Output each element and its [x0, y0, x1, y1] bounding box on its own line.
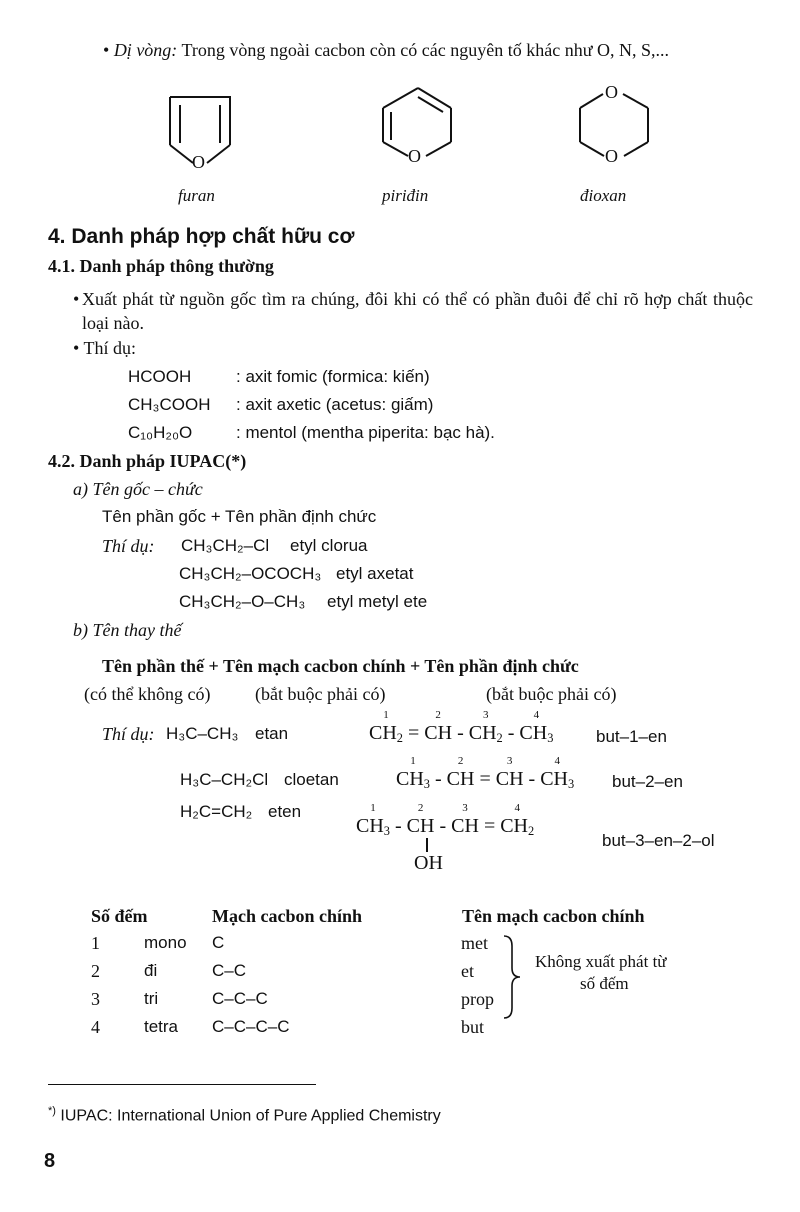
s42a-title: a) Tên gốc – chức: [73, 479, 203, 499]
bullet-dot: •: [73, 289, 80, 309]
carbon-number: 2: [417, 802, 424, 814]
dioxan-oxygen-bottom: O: [605, 146, 618, 166]
row-name: et: [461, 961, 474, 981]
row-prefix: mono: [144, 933, 187, 952]
s42b-left-name-1: etan: [255, 724, 289, 743]
chain-but-1-en: 1 $CH_2$ = 2 CH - 3 $CH_2$ - 4 $CH_3$: [369, 709, 554, 746]
s42a-name-3: etyl metyl ete: [327, 592, 428, 611]
chain-but-2-en: 1 $CH_3$ - 2 CH = 3 CH - 4 $CH_3$: [396, 755, 575, 792]
brace-note-line2: số đếm: [580, 974, 629, 993]
s42a-formula-1: CH₃CH₂–Cl: [181, 536, 270, 555]
carbon-number: 3: [462, 802, 468, 814]
atom-c4: 4 $CH_3$: [540, 755, 575, 792]
bullet-dot: •: [103, 40, 110, 60]
carbon-number: 1: [370, 802, 376, 814]
s41-example-formula-3: C₁₀H₂₀O: [128, 423, 193, 442]
heterocycle-text: Trong vòng ngoài cacbon còn có các nguyên tố khác như O, N, S,...: [181, 40, 669, 60]
section42-title: 4.2. Danh pháp IUPAC(*): [48, 451, 247, 471]
row-number: 4: [91, 1017, 100, 1037]
s42b-left-formula-1: H₃C–CH₃: [166, 724, 239, 743]
row-prefix: tetra: [144, 1017, 179, 1036]
chain-name-2: but–2–en: [612, 772, 683, 791]
furan-oxygen: O: [192, 152, 205, 172]
chain-name-1: but–1–en: [596, 727, 667, 746]
carbon-number: 3: [506, 755, 513, 767]
carbon-number: 4: [554, 755, 560, 767]
s42a-name-1: etyl clorua: [290, 536, 368, 555]
oh-bond: [426, 838, 428, 852]
section41-title: 4.1. Danh pháp thông thường: [48, 256, 274, 276]
atom-c2: 2 CH: [406, 802, 435, 837]
atom-c4: 4 $CH_2$: [500, 802, 535, 839]
section4-title: 4. Danh pháp hợp chất hữu cơ: [48, 225, 355, 248]
s42b-left-formula-2: H₃C–CH₂Cl: [180, 770, 269, 789]
s41-example-desc-1: : axit fomic (formica: kiến): [236, 367, 430, 386]
s42b-rule: Tên phần thế + Tên mạch cacbon chính + Tên phần định chức: [102, 656, 579, 676]
row-number: 1: [91, 933, 100, 953]
footnote-divider: [48, 1084, 316, 1085]
row-chain: C–C–C: [212, 989, 268, 1008]
furan-label: furan: [178, 186, 215, 205]
s42b-left-name-2: cloetan: [284, 770, 339, 789]
piridin-oxygen: O: [408, 146, 421, 166]
dioxan-label: đioxan: [580, 186, 627, 205]
carbon-number: 4: [514, 802, 520, 814]
atom-c2: 2 CH: [424, 709, 453, 744]
brace-note-line1: Không xuất phát từ: [535, 952, 667, 971]
atom-c4: 4 $CH_3$: [519, 709, 554, 746]
chain-but-3-en-2-ol: 1 $CH_3$ - 2 CH - 3 CH = 4 $CH_2$: [356, 802, 535, 839]
s42a-example-label: Thí dụ:: [102, 536, 155, 556]
s41-bullet2: [73, 338, 136, 359]
s42a-formula-2: CH₃CH₂–OCOCH₃: [179, 564, 322, 583]
footnote: [48, 1105, 441, 1125]
s41-example-desc-2: : axit axetic (acetus: giấm): [236, 395, 434, 414]
atom-c3: 3 $CH_2$: [468, 709, 503, 746]
s42b-example-label: Thí dụ:: [102, 724, 155, 744]
row-name: met: [461, 933, 488, 953]
bullet-dot: •: [73, 338, 80, 358]
atom-c1: 1 $CH_2$: [369, 709, 403, 746]
s42b-note-1: (có thể không có): [84, 684, 211, 704]
carbon-number: 1: [410, 755, 416, 767]
carbon-number: 2: [457, 755, 464, 767]
chain-name-3: but–3–en–2–ol: [602, 831, 715, 850]
row-number: 3: [91, 989, 100, 1009]
s41-example-desc-3: : mentol (mentha piperita: bạc hà).: [236, 423, 495, 442]
table-header-name: Tên mạch cacbon chính: [462, 906, 645, 926]
atom-c3: 3 CH: [495, 755, 524, 790]
s42a-formula-3: CH₃CH₂–O–CH₃: [179, 592, 306, 611]
s42a-name-2: etyl axetat: [336, 564, 414, 583]
s42b-note-3: (bắt buộc phải có): [486, 684, 617, 704]
oh-substituent: OH: [414, 852, 443, 874]
s41-bullet1-text: Xuất phát từ nguồn gốc tìm ra chúng, đôi khi có thể có phần đuôi để chỉ rõ hợp chất thuộc loại nào.: [82, 289, 753, 333]
row-chain: C–C: [212, 961, 247, 980]
row-number: 2: [91, 961, 100, 981]
s42b-left-name-3: eten: [268, 802, 302, 821]
atom-c3: 3 CH: [451, 802, 479, 837]
table-header-count: Số đếm: [91, 906, 148, 926]
carbon-number: 1: [383, 709, 389, 721]
s42a-rule: Tên phần gốc + Tên phần định chức: [102, 507, 377, 526]
footnote-text: IUPAC: International Union of Pure Applied Chemistry: [60, 1107, 441, 1125]
row-name: but: [461, 1017, 485, 1037]
s41-example-formula-2: CH₃COOH: [128, 395, 211, 414]
s42b-title: b) Tên thay thế: [73, 620, 182, 640]
footnote-marker: *): [48, 1105, 56, 1117]
dioxan-oxygen-top: O: [605, 82, 618, 102]
piridin-label: piriđin: [382, 186, 429, 205]
row-chain: C: [212, 933, 225, 952]
carbon-number: 4: [533, 709, 540, 721]
carbon-number: 2: [435, 709, 441, 721]
carbon-number: 3: [483, 709, 489, 721]
atom-c1: 1 $CH_3$: [396, 755, 430, 792]
s42b-left-formula-3: H₂C=CH₂: [180, 802, 253, 821]
right-brace-icon: [500, 934, 524, 1020]
row-prefix: đi: [144, 961, 158, 980]
table-header-chain: Mạch cacbon chính: [212, 906, 363, 926]
heterocycle-label: Dị vòng:: [113, 40, 178, 60]
row-chain: C–C–C–C: [212, 1017, 290, 1036]
row-prefix: tri: [144, 989, 159, 1008]
atom-c1: 1 $CH_3$: [356, 802, 390, 839]
s41-bullet1: [73, 287, 753, 335]
row-name: prop: [461, 989, 494, 1009]
s41-example-formula-1: HCOOH: [128, 367, 192, 386]
s42b-note-2: (bắt buộc phải có): [255, 684, 386, 704]
page-number: 8: [44, 1150, 56, 1172]
s41-bullet2-text: Thí dụ:: [83, 338, 136, 358]
heterocycle-bullet: [103, 40, 669, 61]
atom-c2: 2 CH: [446, 755, 475, 790]
